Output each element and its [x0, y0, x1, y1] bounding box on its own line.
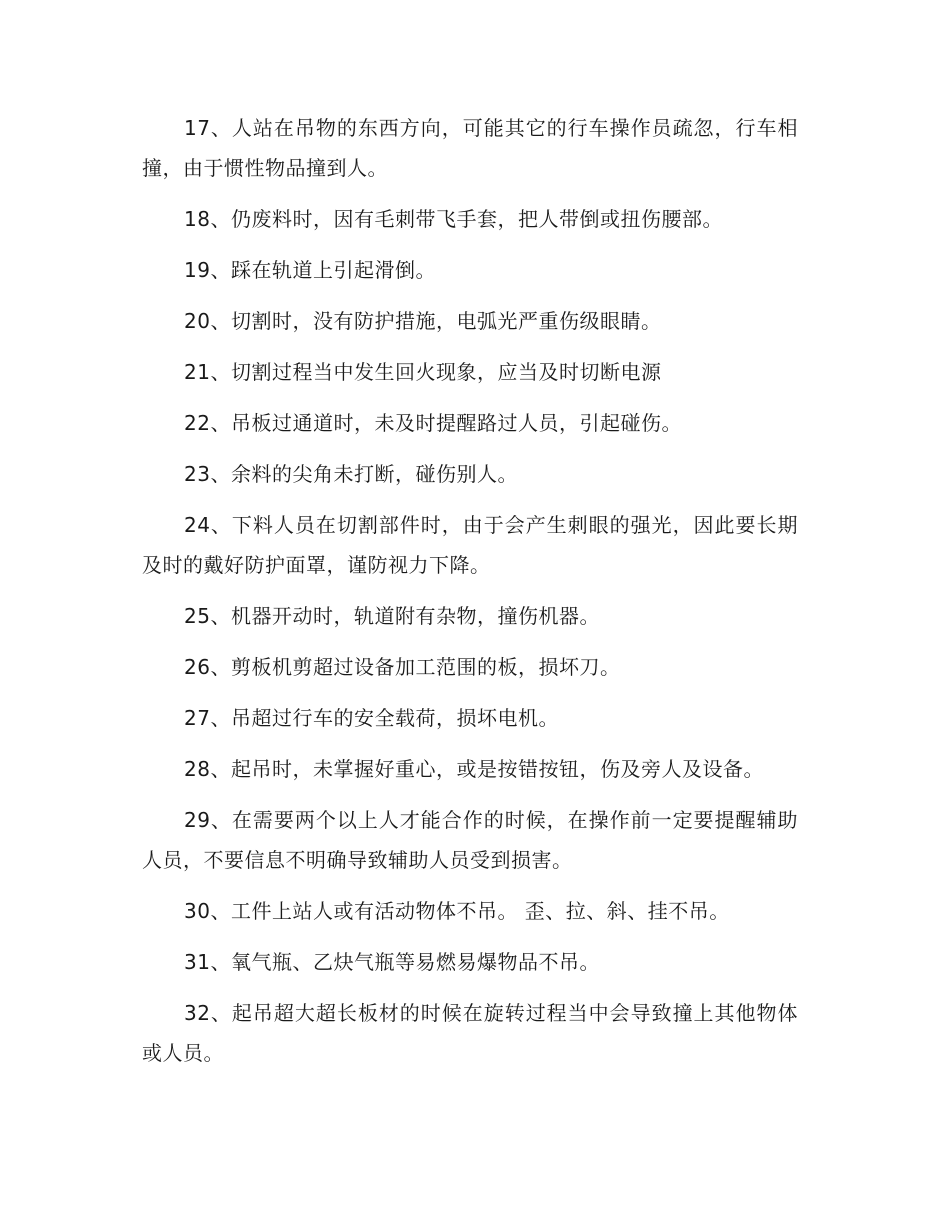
- paragraph-30: 30、工件上站人或有活动物体不吊。 歪、拉、斜、挂不吊。: [184, 899, 730, 923]
- paragraph-19: 19、踩在轨道上引起滑倒。: [184, 258, 436, 282]
- paragraph-22: 22、吊板过通道时，未及时提醒路过人员，引起碰伤。: [184, 411, 682, 435]
- paragraph-27: 27、吊超过行车的安全载荷，损坏电机。: [184, 706, 559, 730]
- paragraph-23: 23、余料的尖角未打断，碰伤别人。: [184, 462, 518, 486]
- document-body: [142, 108, 798, 1084]
- paragraph-20: 20、切割时，没有防护措施，电弧光严重伤级眼睛。: [184, 309, 662, 333]
- paragraph-26: 26、剪板机剪超过设备加工范围的板，损坏刀。: [184, 655, 621, 679]
- paragraph-32: 32、起吊超大超长板材的时候在旋转过程当中会导致撞上其他物体或人员。: [142, 1001, 798, 1065]
- paragraph-31: 31、氧气瓶、乙炔气瓶等易燃易爆物品不吊。: [184, 950, 600, 974]
- paragraph-18: 18、仍废料时，因有毛刺带飞手套，把人带倒或扭伤腰部。: [184, 207, 723, 231]
- paragraph-17: 17、人站在吊物的东西方向，可能其它的行车操作员疏忽，行车相撞，由于惯性物品撞到人。: [142, 116, 798, 180]
- paragraph-24: 24、下料人员在切割部件时，由于会产生刺眼的强光，因此要长期及时的戴好防护面罩，谨防视力下降。: [142, 513, 798, 577]
- paragraph-25: 25、机器开动时，轨道附有杂物，撞伤机器。: [184, 604, 600, 628]
- paragraph-28: 28、起吊时，未掌握好重心，或是按错按钮，伤及旁人及设备。: [184, 757, 764, 781]
- paragraph-21: 21、切割过程当中发生回火现象，应当及时切断电源: [184, 360, 662, 384]
- paragraph-29: 29、在需要两个以上人才能合作的时候，在操作前一定要提醒辅助人员，不要信息不明确导致辅助人员受到损害。: [142, 808, 798, 872]
